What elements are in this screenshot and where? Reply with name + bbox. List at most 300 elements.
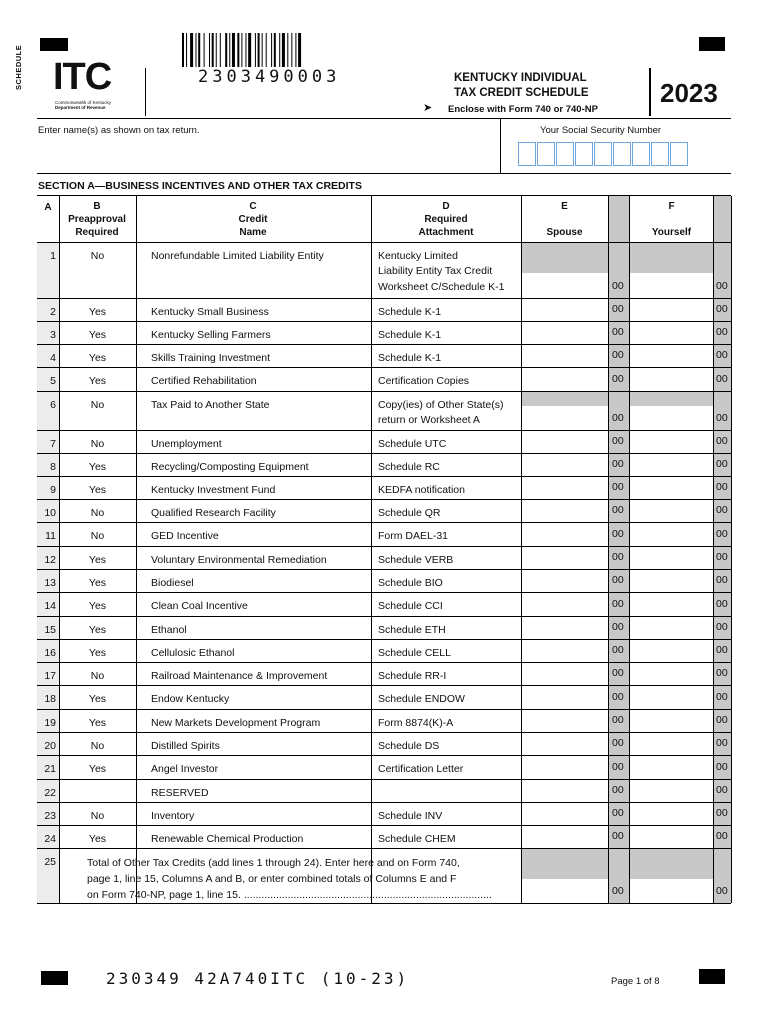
yourself-cents: 00 (716, 326, 728, 338)
barcode-bar (232, 33, 235, 67)
required-attachment: Copy(ies) of Other State(s) (378, 399, 504, 411)
preapproval-value: Yes (88, 577, 107, 589)
spouse-amount-field[interactable] (522, 826, 593, 846)
line-number: 14 (44, 600, 56, 612)
line-number: 15 (44, 624, 56, 636)
credit-name: Recycling/Composting Equipment (151, 461, 309, 473)
barcode-bar (266, 33, 267, 67)
total-spouse-cents: 00 (612, 885, 624, 897)
yourself-amount-field[interactable] (630, 640, 698, 660)
yourself-amount-field[interactable] (630, 757, 698, 777)
ssn-digit-box[interactable] (651, 142, 669, 166)
yourself-cents: 00 (716, 784, 728, 796)
required-attachment: Liability Entity Tax Credit (378, 265, 493, 277)
line-number: 7 (50, 438, 56, 450)
preapproval-value: Yes (88, 461, 107, 473)
required-attachment: Schedule BIO (378, 577, 443, 589)
spouse-amount-field[interactable] (522, 276, 593, 296)
barcode-bar (271, 33, 272, 67)
spouse-cents: 00 (612, 303, 624, 315)
credit-name: Skills Training Investment (151, 352, 271, 364)
yourself-cents: 00 (716, 528, 728, 540)
credit-name: Voluntary Environmental Remediation (151, 554, 327, 566)
row-rule (37, 639, 731, 640)
line25-shade-f (630, 849, 713, 879)
spouse-amount-field[interactable] (522, 640, 593, 660)
preapproval-value: No (90, 250, 105, 262)
credit-name: Ethanol (151, 624, 187, 636)
line6-shade-f (630, 392, 713, 406)
preapproval-value: Yes (88, 647, 107, 659)
credit-name: Nonrefundable Limited Liability Entity (151, 250, 324, 262)
row-rule (37, 709, 731, 710)
col-e-header: E Spouse (546, 201, 583, 238)
spouse-cents: 00 (612, 807, 624, 819)
credit-name: Qualified Research Facility (151, 507, 276, 519)
credit-name: Angel Investor (151, 763, 219, 775)
row-rule (37, 321, 731, 322)
spouse-cents: 00 (612, 574, 624, 586)
spouse-amount-field[interactable] (522, 570, 593, 590)
column-rule (59, 196, 60, 903)
line-number: 16 (44, 647, 56, 659)
spouse-cents: 00 (612, 458, 624, 470)
yourself-cents: 00 (716, 621, 728, 633)
commonwealth-label: Commonwealth of Kentucky Department of Revenue (55, 100, 112, 110)
line-number: 19 (44, 717, 56, 729)
row-rule (37, 453, 731, 454)
preapproval-value: Yes (88, 763, 107, 775)
col-b-header: B Preapproval Required (68, 201, 126, 238)
row-rule (37, 779, 731, 780)
row-rule (37, 592, 731, 593)
column-rule (731, 196, 732, 903)
spouse-cents: 00 (612, 761, 624, 773)
spouse-cents: 00 (612, 326, 624, 338)
line-number: 21 (44, 763, 56, 775)
spouse-cents: 00 (612, 280, 624, 292)
column-rule (608, 196, 609, 903)
barcode-bar (274, 33, 276, 67)
credit-name: Renewable Chemical Production (151, 833, 304, 845)
spouse-amount-field[interactable] (522, 687, 593, 707)
row-rule (37, 522, 731, 523)
credit-name: Endow Kentucky (151, 693, 230, 705)
required-attachment: Schedule VERB (378, 554, 454, 566)
header-divider (145, 68, 146, 116)
spouse-cents: 00 (612, 349, 624, 361)
col-f-header: F Yourself (651, 201, 692, 238)
spouse-amount-field[interactable] (522, 369, 593, 389)
yourself-cents: 00 (716, 458, 728, 470)
yourself-cents: 00 (716, 714, 728, 726)
row-rule (37, 298, 731, 299)
row-number-shade (37, 242, 59, 903)
barcode-bar (295, 33, 296, 67)
name-field[interactable] (38, 138, 498, 172)
row-rule (37, 685, 731, 686)
line-number: 11 (45, 530, 56, 542)
spouse-cents: 00 (612, 551, 624, 563)
year-divider (649, 68, 651, 116)
yourself-cents: 00 (716, 667, 728, 679)
barcode-bar (241, 33, 242, 67)
ssn-digit-box[interactable] (670, 142, 688, 166)
info-rule (37, 173, 731, 174)
column-rule (713, 196, 714, 903)
required-attachment: KEDFA notification (378, 484, 465, 496)
spouse-amount-field[interactable] (522, 547, 593, 567)
yourself-amount-field[interactable] (630, 687, 698, 707)
yourself-cents: 00 (716, 551, 728, 563)
line-number: 17 (44, 670, 56, 682)
spouse-amount-field[interactable] (522, 663, 593, 683)
spouse-cents: 00 (612, 784, 624, 796)
barcode-bar (282, 33, 285, 67)
required-attachment: Kentucky Limited (378, 250, 458, 262)
page-number: Page 1 of 8 (611, 976, 660, 987)
row-rule (37, 825, 731, 826)
barcode-bar (258, 33, 260, 67)
yourself-cents: 00 (716, 303, 728, 315)
yourself-cents: 00 (716, 830, 728, 842)
line-number: 25 (44, 856, 56, 868)
spouse-amount-field[interactable] (522, 345, 593, 365)
total-spouse-field[interactable] (522, 881, 593, 901)
spouse-cents: 00 (612, 667, 624, 679)
barcode-bar (248, 33, 251, 67)
line25-shade-e (522, 849, 608, 879)
yourself-cents: 00 (716, 644, 728, 656)
required-attachment: Schedule CCI (378, 600, 443, 612)
preapproval-value: Yes (88, 693, 107, 705)
yourself-cents: 00 (716, 435, 728, 447)
header-rule (37, 118, 731, 119)
barcode-bar (298, 33, 301, 67)
credit-name: Tax Paid to Another State (151, 399, 270, 411)
barcode-bar (245, 33, 246, 67)
total-yourself-field[interactable] (630, 881, 698, 901)
line-number: 10 (44, 507, 56, 519)
line1-shade-f (630, 243, 713, 273)
barcode-bar (186, 33, 187, 67)
credit-name: Biodiesel (151, 577, 194, 589)
yourself-amount-field[interactable] (630, 477, 698, 497)
row-rule (37, 802, 731, 803)
yourself-amount-field[interactable] (630, 322, 698, 342)
yourself-amount-field[interactable] (630, 276, 698, 296)
spouse-amount-field[interactable] (522, 757, 593, 777)
yourself-cents: 00 (716, 574, 728, 586)
required-attachment: Schedule K-1 (378, 306, 442, 318)
required-attachment: Schedule RC (378, 461, 440, 473)
barcode-bar (287, 33, 288, 67)
line-number: 12 (44, 554, 56, 566)
yourself-amount-field[interactable] (630, 524, 698, 544)
spouse-cents: 00 (612, 737, 624, 749)
spouse-cents: 00 (612, 714, 624, 726)
registration-mark-top-right (699, 37, 725, 51)
credit-name: Kentucky Investment Fund (151, 484, 276, 496)
barcode-bar (229, 33, 230, 67)
barcode-bar (209, 33, 210, 67)
yourself-cents: 00 (716, 373, 728, 385)
barcode-bar (190, 33, 193, 67)
line-number: 20 (44, 740, 56, 752)
row-rule (37, 755, 731, 756)
spouse-cents: 00 (612, 691, 624, 703)
credit-name: Inventory (151, 810, 195, 822)
required-attachment: Schedule UTC (378, 438, 447, 450)
spouse-amount-field[interactable] (522, 500, 593, 520)
tax-year: 2023 (660, 78, 718, 108)
ssn-digit-box[interactable] (556, 142, 574, 166)
required-attachment: Schedule INV (378, 810, 443, 822)
row-rule (37, 546, 731, 547)
spouse-cents: 00 (612, 621, 624, 633)
credit-name: Clean Coal Incentive (151, 600, 248, 612)
barcode-bar (237, 33, 239, 67)
row-rule (37, 569, 731, 570)
yourself-cents: 00 (716, 349, 728, 361)
line-number: 4 (50, 352, 56, 364)
barcode-bar (262, 33, 263, 67)
required-attachment: Schedule CHEM (378, 833, 456, 845)
preapproval-value: Yes (88, 624, 107, 636)
spouse-amount-field[interactable] (522, 431, 593, 451)
yourself-amount-field[interactable] (630, 547, 698, 567)
credit-name: Distilled Spirits (151, 740, 220, 752)
yourself-amount-field[interactable] (630, 500, 698, 520)
preapproval-value: No (90, 530, 105, 542)
col-d-header: D Required Attachment (418, 201, 474, 238)
required-attachment: Form DAEL-31 (378, 530, 449, 542)
yourself-amount-field[interactable] (630, 408, 698, 428)
spouse-amount-field[interactable] (522, 617, 593, 637)
ssn-digit-box[interactable] (594, 142, 612, 166)
ssn-digit-box[interactable] (575, 142, 593, 166)
ssn-divider (500, 119, 501, 173)
yourself-amount-field[interactable] (630, 454, 698, 474)
line-number: 24 (44, 833, 56, 845)
yourself-cents: 00 (716, 504, 728, 516)
barcode-bar (255, 33, 256, 67)
required-attachment: Certification Letter (378, 763, 464, 775)
total-description-1: Total of Other Tax Credits (add lines 1 through 24). Enter here and on Form 740, (87, 857, 460, 869)
spouse-cents: 00 (612, 528, 624, 540)
credit-name: RESERVED (151, 787, 209, 799)
total-description-2: page 1, line 15, Columns A and B, or enter combined totals of Columns E and F (87, 873, 457, 885)
spouse-amount-field[interactable] (522, 803, 593, 823)
line-number: 9 (50, 484, 56, 496)
row-rule (37, 367, 731, 368)
yourself-amount-field[interactable] (630, 570, 698, 590)
required-attachment: Schedule K-1 (378, 329, 442, 341)
yourself-cents: 00 (716, 737, 728, 749)
col-c-header: C Credit Name (238, 201, 268, 238)
ssn-digit-box[interactable] (632, 142, 650, 166)
yourself-amount-field[interactable] (630, 663, 698, 683)
yourself-cents: 00 (716, 807, 728, 819)
line-number: 13 (44, 577, 56, 589)
spouse-cents: 00 (612, 644, 624, 656)
credit-name: Cellulosic Ethanol (151, 647, 235, 659)
line6-shade-e (522, 392, 608, 406)
line-number: 8 (50, 461, 56, 473)
yourself-cents: 00 (716, 761, 728, 773)
preapproval-value: No (90, 507, 105, 519)
credit-name: Unemployment (151, 438, 222, 450)
spouse-amount-field[interactable] (522, 477, 593, 497)
required-attachment: Schedule QR (378, 507, 441, 519)
credit-name: GED Incentive (151, 530, 219, 542)
registration-mark-bottom-right (699, 969, 725, 984)
yourself-cents: 00 (716, 280, 728, 292)
barcode-bar (216, 33, 217, 67)
total-yourself-cents: 00 (716, 885, 728, 897)
credit-name: New Markets Development Program (151, 717, 321, 729)
spouse-cents: 00 (612, 830, 624, 842)
row-rule (37, 391, 731, 392)
row-rule (37, 616, 731, 617)
required-attachment: return or Worksheet A (378, 414, 480, 426)
barcode-bar (225, 33, 227, 67)
credit-name: Kentucky Small Business (151, 306, 269, 318)
row-rule (37, 344, 731, 345)
spouse-amount-field[interactable] (522, 594, 593, 614)
barcode-bar (291, 33, 292, 67)
yourself-amount-field[interactable] (630, 733, 698, 753)
spouse-amount-field[interactable] (522, 524, 593, 544)
line-number: 5 (50, 375, 56, 387)
preapproval-value: Yes (88, 484, 107, 496)
yourself-cents: 00 (716, 412, 728, 424)
spouse-cents: 00 (612, 481, 624, 493)
form-code: 230349 42A740ITC (10-23) (106, 969, 410, 988)
spouse-cents: 00 (612, 412, 624, 424)
barcode-bar (182, 33, 184, 67)
line1-shade-e (522, 243, 608, 273)
spouse-amount-field[interactable] (522, 454, 593, 474)
barcode-bar (204, 33, 205, 67)
row-rule (37, 476, 731, 477)
yourself-cents: 00 (716, 481, 728, 493)
row-rule (37, 499, 731, 500)
preapproval-value: Yes (88, 306, 107, 318)
yourself-cents: 00 (716, 691, 728, 703)
row-rule (37, 903, 731, 904)
barcode-bar (196, 33, 197, 67)
section-title: SECTION A—BUSINESS INCENTIVES AND OTHER TAX CREDITS (38, 180, 362, 192)
spouse-cents: 00 (612, 435, 624, 447)
spouse-amount-field[interactable] (522, 733, 593, 753)
credit-name: Kentucky Selling Farmers (151, 329, 271, 341)
line-number: 6 (50, 399, 56, 411)
row-rule (37, 430, 731, 431)
registration-mark-top-left (40, 38, 68, 51)
required-attachment: Certification Copies (378, 375, 470, 387)
required-attachment: Schedule K-1 (378, 352, 442, 364)
col-a-header: A (44, 202, 52, 213)
header-bottom-rule (37, 242, 731, 243)
preapproval-value: Yes (88, 554, 107, 566)
required-attachment: Worksheet C/Schedule K-1 (378, 281, 505, 293)
name-label: Enter name(s) as shown on tax return. (38, 125, 200, 136)
ssn-digit-box[interactable] (518, 142, 536, 166)
yourself-amount-field[interactable] (630, 345, 698, 365)
line-number: 2 (50, 306, 56, 318)
barcode-bar (220, 33, 221, 67)
preapproval-value: Yes (88, 375, 107, 387)
row-rule (37, 662, 731, 663)
row-rule (37, 848, 731, 849)
spouse-cents: 00 (612, 373, 624, 385)
required-attachment: Schedule CELL (378, 647, 451, 659)
yourself-amount-field[interactable] (630, 780, 698, 800)
spouse-amount-field[interactable] (522, 299, 593, 319)
spouse-amount-field[interactable] (522, 780, 593, 800)
spouse-amount-field[interactable] (522, 408, 593, 428)
enclose-instructions: Enclose with Form 740 or 740-NP (448, 104, 598, 115)
column-rule (136, 196, 137, 903)
line-number: 18 (44, 693, 56, 705)
preapproval-value: Yes (88, 352, 107, 364)
schedule-label: SCHEDULE (14, 44, 23, 90)
spouse-amount-field[interactable] (522, 322, 593, 342)
column-rule (371, 196, 372, 903)
preapproval-value: No (90, 399, 105, 411)
yourself-amount-field[interactable] (630, 299, 698, 319)
line-number: 1 (50, 250, 56, 262)
required-attachment: Schedule ETH (378, 624, 446, 636)
yourself-amount-field[interactable] (630, 803, 698, 823)
barcode-bar (198, 33, 200, 67)
ssn-digit-box[interactable] (537, 142, 555, 166)
yourself-amount-field[interactable] (630, 826, 698, 846)
spouse-cents: 00 (612, 598, 624, 610)
barcode (180, 33, 362, 67)
ssn-digit-box[interactable] (613, 142, 631, 166)
required-attachment: Schedule DS (378, 740, 440, 752)
registration-mark-bottom-left (41, 971, 68, 985)
preapproval-value: Yes (88, 833, 107, 845)
yourself-amount-field[interactable] (630, 431, 698, 451)
yourself-amount-field[interactable] (630, 594, 698, 614)
yourself-amount-field[interactable] (630, 617, 698, 637)
preapproval-value: Yes (88, 329, 107, 341)
form-title: KENTUCKY INDIVIDUAL TAX CREDIT SCHEDULE (454, 72, 589, 99)
spouse-amount-field[interactable] (522, 710, 593, 730)
spouse-cents: 00 (612, 504, 624, 516)
required-attachment: Form 8874(K)-A (378, 717, 454, 729)
credit-name: Railroad Maintenance & Improvement (151, 670, 328, 682)
ssn-label: Your Social Security Number (540, 125, 662, 136)
arrow-icon: ➤ (423, 102, 433, 114)
required-attachment: Schedule ENDOW (378, 693, 465, 705)
preapproval-value: No (90, 670, 105, 682)
barcode-bar (279, 33, 280, 67)
credit-name: Certified Rehabilitation (151, 375, 257, 387)
line-number: 3 (50, 329, 56, 341)
line-number: 22 (44, 787, 56, 799)
total-description-3: on Form 740-NP, page 1, line 15. ..................................................................................... (87, 889, 492, 901)
preapproval-value: No (90, 740, 105, 752)
preapproval-value: No (90, 810, 105, 822)
yourself-amount-field[interactable] (630, 369, 698, 389)
yourself-amount-field[interactable] (630, 710, 698, 730)
yourself-cents: 00 (716, 598, 728, 610)
preapproval-value: Yes (88, 717, 107, 729)
